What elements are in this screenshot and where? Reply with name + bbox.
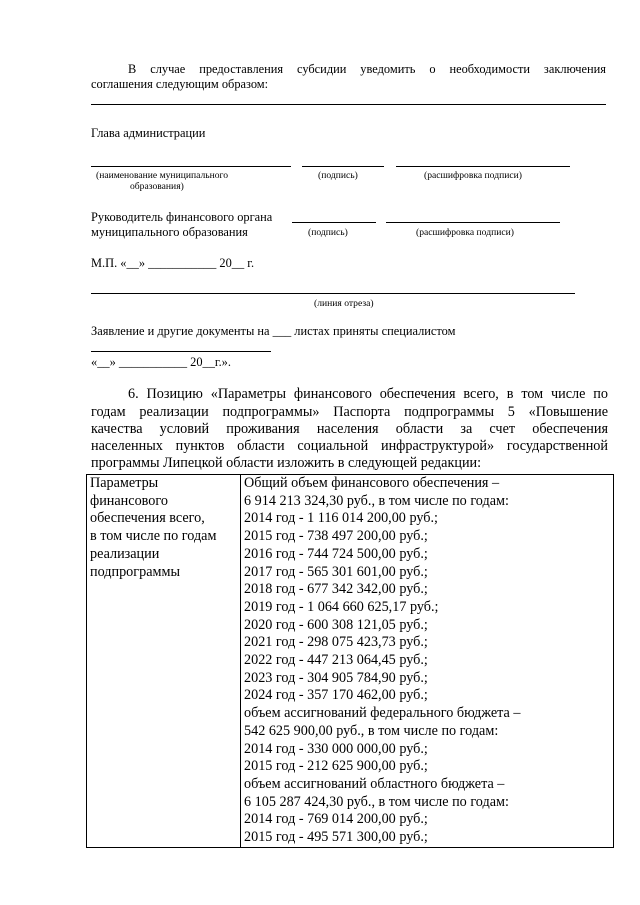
value-line: 2014 год - 1 116 014 200,00 руб.; [244, 510, 438, 527]
head-admin-sign-line [302, 166, 384, 167]
left-line: финансового [90, 492, 168, 509]
stamp-date-line: М.П. «__» ___________ 20__ г. [91, 256, 255, 270]
item6-line-1: 6. Позицию «Параметры финансового обеспечения всего, в том числе по [128, 386, 608, 402]
value-line: 2014 год - 330 000 000,00 руб.; [244, 740, 428, 757]
item6-line-3: качества условий проживания населения области за счет обеспечения [91, 421, 608, 437]
value-line: 2021 год - 298 075 423,73 руб.; [244, 634, 428, 651]
receipt-date: «__» ___________ 20__г.». [91, 355, 231, 369]
value-line: 6 914 213 324,30 руб., в том числе по годам: [244, 492, 509, 509]
financing-parameters-table [86, 474, 614, 848]
finance-caption-decode: (расшифровка подписи) [416, 227, 514, 238]
left-line: обеспечения всего, [90, 510, 205, 527]
value-line: Общий объем финансового обеспечения – [244, 475, 500, 491]
left-line: Параметры [90, 475, 159, 491]
receipt-text: Заявление и другие документы на ___ листах приняты специалистом [91, 324, 456, 338]
cut-line-caption: (линия отреза) [314, 298, 374, 309]
cut-line [91, 293, 575, 294]
caption-municipality-1: (наименование муниципального [96, 170, 229, 181]
value-line: 2022 год - 447 213 064,45 руб.; [244, 652, 428, 669]
value-line: 2024 год - 357 170 462,00 руб.; [244, 687, 428, 704]
left-line: подпрограммы [90, 563, 180, 580]
notice-line-2: соглашения следующим образом: [91, 77, 269, 91]
value-line: объем ассигнований федерального бюджета – [244, 705, 521, 722]
left-line: реализации [90, 545, 160, 562]
value-line: 2023 год - 304 905 784,90 руб.; [244, 669, 428, 686]
notice-line-1: В случае предоставления субсидии уведомить о необходимости заключения [128, 62, 606, 76]
caption-municipality-2: образования) [130, 181, 184, 192]
value-line: 2017 год - 565 301 601,00 руб.; [244, 563, 428, 580]
head-admin-name-line [91, 166, 291, 167]
head-admin-decode-line [396, 166, 570, 167]
item6-line-4: населенных пунктов области социальной инфраструктурой» государственной [91, 438, 608, 454]
value-line: 542 625 900,00 руб., в том числе по годам: [244, 722, 499, 739]
value-line: 2020 год - 600 308 121,05 руб.; [244, 616, 428, 633]
item6-line-5: программы Липецкой области изложить в следующей редакции: [91, 455, 482, 471]
table-row [87, 475, 614, 848]
receipt-specialist-line [91, 351, 271, 352]
value-line: 6 105 287 424,30 руб., в том числе по годам: [244, 793, 509, 810]
caption-signature: (подпись) [318, 170, 358, 181]
head-admin-title: Глава администрации [91, 126, 206, 140]
value-line: 2015 год - 495 571 300,00 руб.; [244, 829, 428, 846]
value-line: 2016 год - 744 724 500,00 руб.; [244, 545, 428, 562]
finance-caption-signature: (подпись) [308, 227, 348, 238]
value-line: 2015 год - 738 497 200,00 руб.; [244, 528, 428, 545]
notice-fill-line [91, 104, 606, 105]
left-line: в том числе по годам [90, 528, 217, 545]
value-line: объем ассигнований областного бюджета – [244, 775, 505, 792]
value-line: 2019 год - 1 064 660 625,17 руб.; [244, 598, 439, 615]
parameters-label-cell [87, 475, 241, 848]
item6-line-2: годам реализации подпрограммы» Паспорта подпрограммы 5 «Повышение [91, 404, 608, 420]
caption-signature-decode: (расшифровка подписи) [424, 170, 522, 181]
parameters-values-cell [241, 475, 614, 848]
finance-head-title-2: муниципального образования [91, 225, 248, 239]
finance-head-title-1: Руководитель финансового органа [91, 210, 273, 224]
finance-head-sign-line [292, 222, 376, 223]
value-line: 2014 год - 769 014 200,00 руб.; [244, 811, 428, 828]
finance-head-decode-line [386, 222, 560, 223]
value-line: 2018 год - 677 342 342,00 руб.; [244, 581, 428, 598]
value-line: 2015 год - 212 625 900,00 руб.; [244, 758, 428, 775]
